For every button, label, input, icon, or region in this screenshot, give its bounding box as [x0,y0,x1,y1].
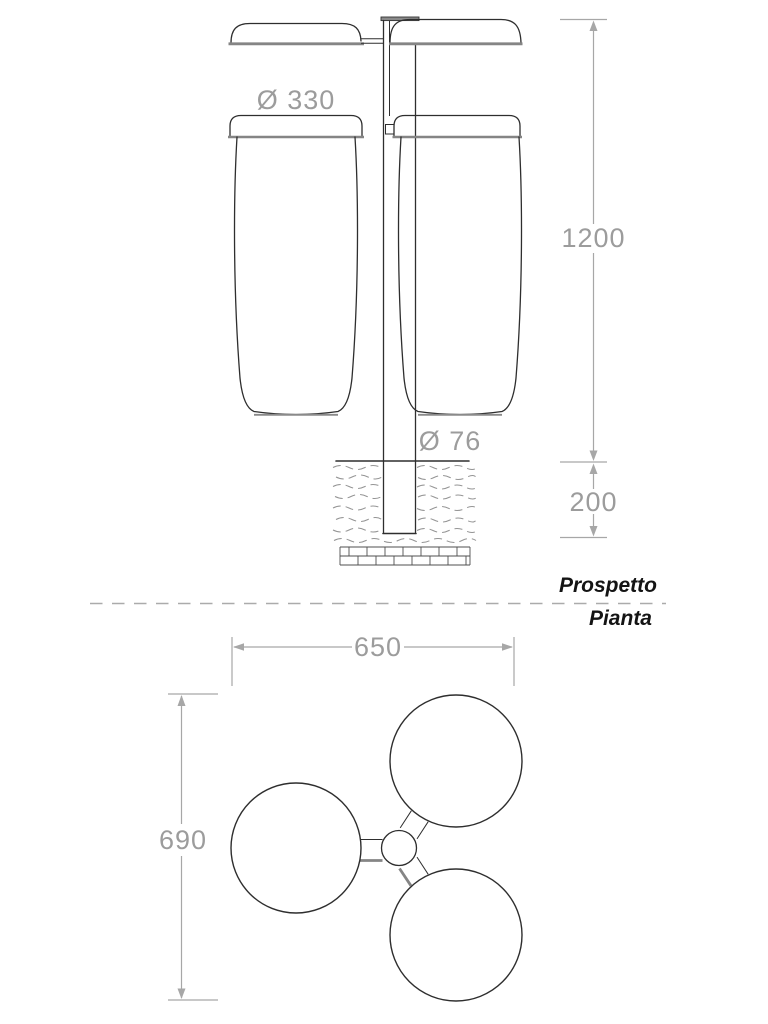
view-separator [90,574,666,630]
dimension-plan-height [159,694,218,1000]
left-bin-lid [230,116,362,137]
plan-view [159,632,522,1001]
left-canopy [229,24,365,44]
left-bin-body [235,137,358,415]
brick-course [340,547,470,565]
plan-title: Pianta [588,607,652,630]
dimension-depth [560,464,618,538]
ground [333,461,477,565]
plan-left-bin-circle [231,783,361,913]
canopy-bracket [361,39,384,43]
dimension-pole-diameter: Ø 76 [418,426,482,456]
right-bin-body [399,137,522,415]
right-canopy [389,20,523,44]
right-bin-lid [394,116,520,137]
elevation-view [228,17,626,565]
dimension-plan-height-value: 690 [158,825,208,855]
dimension-plan-width [232,632,514,686]
pole [381,17,419,534]
dimension-bin-diameter: Ø 330 [256,85,336,115]
dimension-height-value: 1200 [561,223,626,253]
left-bin [228,116,364,415]
right-bin-bracket [386,125,395,135]
elevation-title: Prospetto [558,574,657,597]
soil-hatch [333,466,477,543]
plan-bottom-right-bin-circle [390,869,522,1001]
dimension-plan-width-value: 650 [353,632,403,662]
plan-pole-circle [382,831,417,866]
dimension-height [560,20,626,463]
right-bin [386,116,523,415]
dimension-depth-value: 200 [569,487,618,517]
plan-top-right-bin-circle [390,695,522,827]
